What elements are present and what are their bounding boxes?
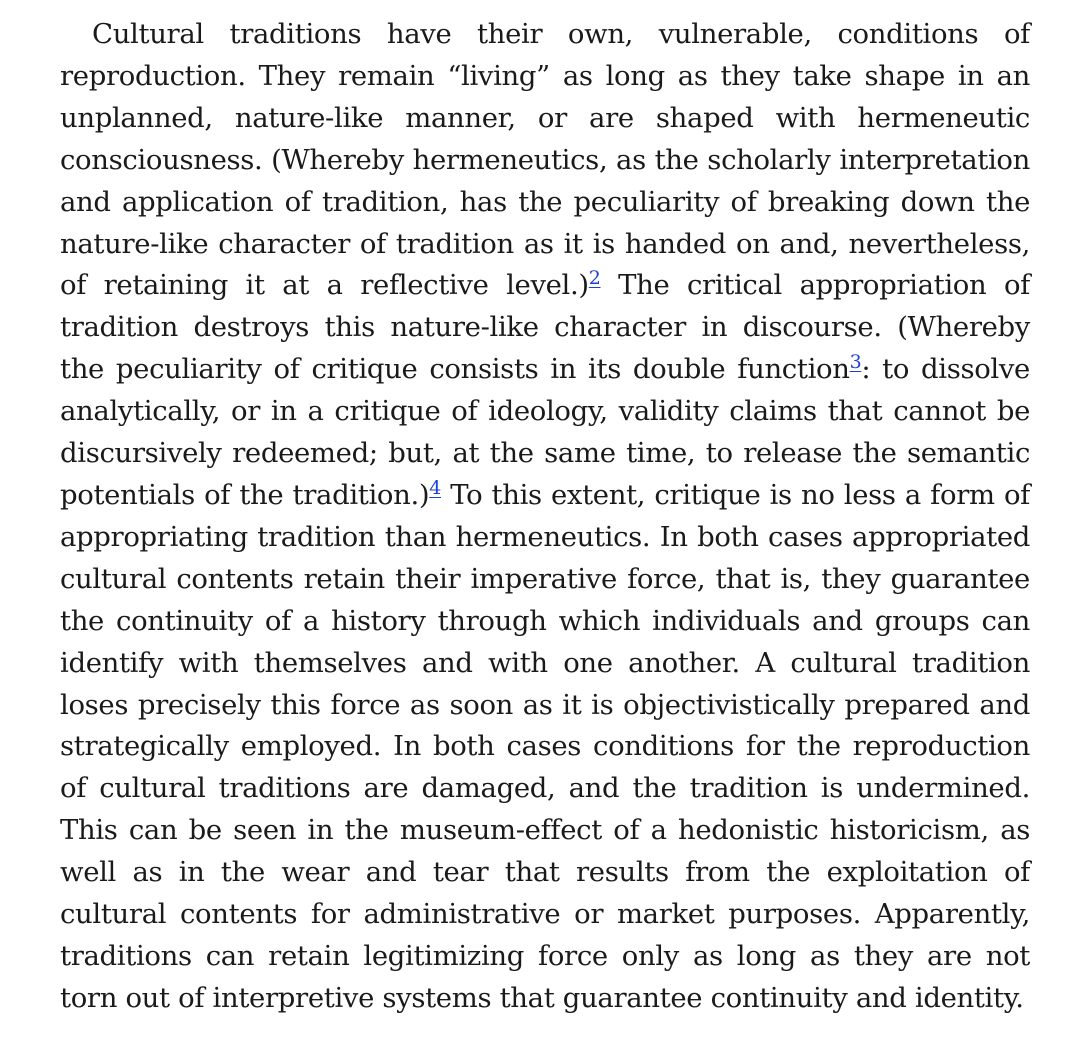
paragraph-text-segment: To this extent, critique is no less a form of appropriating tradition than hermeneutics. In both cases appropriated cultural contents retain their imperative force, that is, they guarantee the continuity of a history through which individuals and groups can identify with themselves and with one another. A cultural tradition loses precisely this force as soon as it is objectivistically prepared and strategically employed. In both cases conditions for the reproduction of cultural traditions are damaged, and the tradition is undermined. This can be seen in the museum-effect of a hedonistic historicism, as well as in the wear and tear that results from the exploitation of cultural contents for administrative or market purposes. Apparently, traditions can retain legitimizing force only as long as they are not torn out of interpretive systems that guarantee continuity and identity.	[60, 478, 1030, 1014]
clipped-previous-line	[92, 0, 1032, 8]
body-paragraph	[60, 14, 1030, 1020]
footnote-link-3[interactable]: 3	[849, 351, 862, 374]
footnote-link-2[interactable]: 2	[588, 267, 601, 290]
paragraph-text-segment: The critical appropriation of tradition destroys this nature-like character in discourse. (Whereby the peculiarity of critique consists in its double function	[60, 269, 1030, 386]
paragraph-text-segment: : to dissolve analytically, or in a critique of ideology, validity claims that cannot be discursively redeemed; but, at the same time, to release the semantic potentials of the tradition.)	[60, 353, 1030, 511]
footnote-link-4[interactable]: 4	[429, 476, 442, 499]
paragraph-text-segment: Cultural traditions have their own, vulnerable, conditions of reproduction. They remain “living” as long as they take shape in an unplanned, nature-like manner, or are shaped with hermeneutic consciousness. (Whereby hermeneutics, as the scholarly interpretation and application of tradition, has the peculiarity of breaking down the nature-like character of tradition as it is handed on and, nevertheless, of retaining it at a reflective level.)	[60, 18, 1030, 302]
